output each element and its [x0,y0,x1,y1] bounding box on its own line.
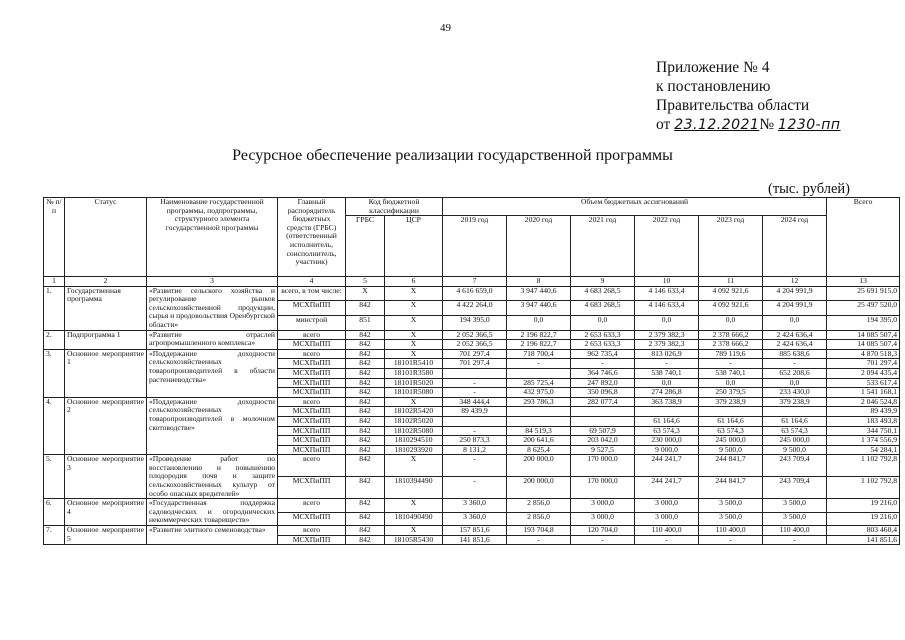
column-number: 8 [507,277,571,287]
row-total: 533 617,4 [827,378,900,388]
resources-table [43,197,900,545]
row-value-2020: 285 725,4 [507,378,571,388]
column-number: 10 [635,277,699,287]
row-value-2024: 652 208,6 [763,368,827,378]
row-value-2019: 348 444,4 [443,397,507,407]
row-grbs-code: 842 [346,455,385,477]
row-executor: МСХПиПП [278,445,346,455]
row-value-2019: 3 360,0 [443,512,507,525]
row-value-2024: 63 574,3 [763,426,827,436]
row-total: 1 374 556,9 [827,436,900,446]
row-value-2024: 2 424 636,4 [763,340,827,350]
row-csr-code: X [385,340,443,350]
row-value-2022: - [635,359,699,369]
row-value-2023: 789 119,6 [699,349,763,359]
row-value-2024: 3 500,0 [763,499,827,512]
row-csr-code: X [385,526,443,536]
row-total: 1 102 792,8 [827,455,900,477]
row-total: 1 102 792,8 [827,477,900,499]
table-row [44,499,900,512]
header-year-2021: 2021 год [571,216,635,277]
row-value-2021: 9 527,5 [571,445,635,455]
table-row [44,397,900,407]
row-executor: всего [278,397,346,407]
row-name: «Проведение работ по восстановлению и повышению плодородия почв и защите сельскохозяйственных культур от особо опасных вредителей» [147,455,278,499]
row-value-2023: 2 378 666,2 [699,340,763,350]
column-number: 6 [385,277,443,287]
annex-from-label: от [656,116,671,133]
row-value-2019: 4 422 264,0 [443,301,507,316]
row-value-2021: - [571,359,635,369]
row-value-2023: - [699,359,763,369]
row-value-2021 [571,407,635,417]
row-value-2021: 350 096,8 [571,388,635,398]
row-executor: всего [278,349,346,359]
row-value-2020: 0,0 [507,315,571,330]
row-csr-code: 18101R3580 [385,368,443,378]
row-grbs-code: 842 [346,436,385,446]
row-value-2020: 718 700,4 [507,349,571,359]
row-value-2024: 2 424 636,4 [763,330,827,340]
row-number: 7. [44,526,65,545]
row-value-2024: - [763,359,827,369]
row-value-2022: 4 146 633,4 [635,301,699,316]
row-value-2019 [443,416,507,426]
header-year-2019: 2019 год [443,216,507,277]
row-grbs-code: 842 [346,407,385,417]
row-executor: МСХПиПП [278,359,346,369]
row-total: 14 085 507,4 [827,330,900,340]
annex-date: 23.12.2021 [674,117,760,133]
row-status: Основное мероприятие 2 [65,397,147,455]
row-total: 54 284,1 [827,445,900,455]
row-value-2019: - [443,388,507,398]
row-total: 25 497 520,0 [827,301,900,316]
row-grbs-code: 842 [346,445,385,455]
row-total: 14 085 507,4 [827,340,900,350]
row-csr-code: 18105R5430 [385,535,443,545]
row-grbs-code: 842 [346,397,385,407]
row-csr-code: X [385,397,443,407]
row-name: «Развитие отраслей агропромышленного комплекса» [147,330,278,349]
row-value-2021: 2 653 633,3 [571,330,635,340]
row-number: 6. [44,499,65,526]
row-value-2024: 243 709,4 [763,455,827,477]
table-body [44,286,900,545]
row-total: 344 750,1 [827,426,900,436]
column-number-row [44,277,900,287]
row-executor: всего, в том числе: [278,286,346,301]
row-value-2021: 3 000,0 [571,512,635,525]
row-csr-code: X [385,330,443,340]
row-value-2024: 9 500,0 [763,445,827,455]
row-executor: всего [278,526,346,536]
annex-line-2: к постановлению [656,78,771,95]
row-value-2019: - [443,378,507,388]
row-value-2023: 245 000,0 [699,436,763,446]
row-total: 1 541 168,1 [827,388,900,398]
row-value-2023: 4 092 921,6 [699,286,763,301]
row-total: 194 395,0 [827,315,900,330]
row-value-2024 [763,407,827,417]
row-value-2024: 0,0 [763,315,827,330]
column-number: 13 [827,277,900,287]
row-total: 19 216,0 [827,499,900,512]
row-value-2020: 2 856,0 [507,499,571,512]
header-year-2024: 2024 год [763,216,827,277]
row-value-2024: - [763,535,827,545]
annex-number: 1230-пп [778,117,841,133]
header-num: № п/п [44,198,65,277]
row-value-2020: 293 786,3 [507,397,571,407]
row-value-2019: - [443,426,507,436]
row-csr-code: X [385,499,443,512]
row-value-2022: 244 241,7 [635,455,699,477]
row-value-2020: 3 947 440,6 [507,286,571,301]
row-value-2022: - [635,535,699,545]
row-value-2023: 250 379,5 [699,388,763,398]
row-value-2021: 170 000,0 [571,477,635,499]
row-value-2024: 4 204 991,9 [763,286,827,301]
column-number: 4 [278,277,346,287]
row-grbs-code: 842 [346,477,385,499]
row-value-2021: 364 746,6 [571,368,635,378]
row-value-2019: 141 851,6 [443,535,507,545]
row-value-2019: 157 851,6 [443,526,507,536]
column-number: 2 [65,277,147,287]
row-csr-code: 18101R5410 [385,359,443,369]
row-value-2020: 200 000,0 [507,477,571,499]
row-value-2022: 110 400,0 [635,526,699,536]
row-value-2021: 247 892,0 [571,378,635,388]
header-year-2020: 2020 год [507,216,571,277]
row-value-2022: 363 738,9 [635,397,699,407]
column-number: 1 [44,277,65,287]
annex-num-sign: № [759,116,775,133]
row-value-2019: 8 131,2 [443,445,507,455]
row-total: 4 870 518,3 [827,349,900,359]
row-value-2023: 0,0 [699,315,763,330]
row-value-2022: 61 164,6 [635,416,699,426]
row-value-2023: 63 574,3 [699,426,763,436]
header-year-2023: 2023 год [699,216,763,277]
table-row [44,349,900,359]
row-value-2020: - [507,359,571,369]
row-value-2023: 244 841,7 [699,477,763,499]
row-grbs-code: 842 [346,301,385,316]
row-executor: всего [278,455,346,477]
row-executor: МСХПиПП [278,477,346,499]
row-grbs-code: 842 [346,416,385,426]
row-value-2023: 379 238,9 [699,397,763,407]
row-value-2019: 250 873,3 [443,436,507,446]
row-value-2019: 3 360,0 [443,499,507,512]
row-value-2022: 230 000,0 [635,436,699,446]
row-value-2020: 8 625,4 [507,445,571,455]
annex-line-1: Приложение № 4 [656,59,770,76]
row-grbs-code: 842 [346,359,385,369]
row-grbs-code: 842 [346,526,385,536]
row-value-2020: 84 519,3 [507,426,571,436]
row-value-2021: 282 077,4 [571,397,635,407]
row-value-2022: 2 379 382,3 [635,340,699,350]
row-csr-code: X [385,301,443,316]
row-csr-code: X [385,455,443,477]
header-grbs-main: Главный распорядитель бюджетных средств (ГРБС) (ответственный исполнитель, соисполнитель, участник) [278,198,346,277]
row-value-2020 [507,368,571,378]
row-status: Основное мероприятие 1 [65,349,147,397]
row-value-2020 [507,416,571,426]
row-grbs-code: 851 [346,315,385,330]
row-csr-code: 1810293920 [385,445,443,455]
column-number: 5 [346,277,385,287]
row-status: Основное мероприятие 3 [65,455,147,499]
document-title: Ресурсное обеспечение реализации государственной программы [232,147,673,164]
page-number: 49 [440,22,451,34]
row-value-2019: 701 297,4 [443,359,507,369]
row-value-2021: 4 683 268,5 [571,286,635,301]
column-number: 9 [571,277,635,287]
unit-label: (тыс. рублей) [768,181,850,197]
header-volume-group: Объем бюджетных ассигнований [443,198,827,216]
annex-block [656,58,841,135]
table-row [44,455,900,477]
row-executor: всего [278,499,346,512]
row-value-2022: 244 241,7 [635,477,699,499]
row-value-2024: 4 204 991,9 [763,301,827,316]
annex-line-4 [656,115,841,135]
row-value-2022: 2 379 382,3 [635,330,699,340]
row-value-2023: 0,0 [699,378,763,388]
row-value-2020: 200 641,6 [507,436,571,446]
row-value-2020: 200 000,0 [507,455,571,477]
row-status: Основное мероприятие 4 [65,499,147,526]
row-value-2022: 0,0 [635,315,699,330]
row-value-2023: 4 092 921,6 [699,301,763,316]
row-total: 19 216,0 [827,512,900,525]
row-value-2020: 432 975,0 [507,388,571,398]
row-total: 25 691 915,0 [827,286,900,301]
header-code-group: Код бюджетной классификации [346,198,443,216]
row-value-2019: 4 616 659,0 [443,286,507,301]
row-grbs-code: 842 [346,499,385,512]
row-value-2021 [571,416,635,426]
row-total: 89 439,9 [827,407,900,417]
row-value-2024: 243 709,4 [763,477,827,499]
row-value-2020: 2 856,0 [507,512,571,525]
row-value-2023 [699,407,763,417]
row-status: Основное мероприятие 5 [65,526,147,545]
header-year-2022: 2022 год [635,216,699,277]
row-executor: МСХПиПП [278,368,346,378]
row-grbs-code: 842 [346,535,385,545]
row-total: 803 460,4 [827,526,900,536]
row-value-2021: 120 704,0 [571,526,635,536]
row-status: Подпрограмма 1 [65,330,147,349]
row-csr-code: 1810490490 [385,512,443,525]
row-value-2024: 3 500,0 [763,512,827,525]
row-value-2024: 61 164,6 [763,416,827,426]
row-value-2024: 245 000,0 [763,436,827,446]
annex-line-3: Правительства области [656,97,810,114]
row-value-2021: 69 507,9 [571,426,635,436]
row-name: «Поддержание доходности сельскохозяйственных товаропроизводителей в молочном скотоводстве» [147,397,278,455]
row-value-2021: 4 683 268,5 [571,301,635,316]
row-value-2022: 538 740,1 [635,368,699,378]
row-executor: МСХПиПП [278,426,346,436]
row-executor: МСХПиПП [278,535,346,545]
row-grbs-code: 842 [346,378,385,388]
row-number: 1. [44,286,65,330]
row-total: 141 851,6 [827,535,900,545]
row-value-2019: - [443,477,507,499]
row-csr-code: X [385,286,443,301]
row-value-2021: 962 735,4 [571,349,635,359]
row-value-2024: 885 638,6 [763,349,827,359]
row-value-2019: 701 297,4 [443,349,507,359]
row-value-2024: 0,0 [763,378,827,388]
row-value-2023: 110 400,0 [699,526,763,536]
row-executor: МСХПиПП [278,512,346,525]
row-number: 3. [44,349,65,397]
row-value-2023: - [699,535,763,545]
row-grbs-code: 842 [346,512,385,525]
row-executor: МСХПиПП [278,378,346,388]
row-value-2022: 274 286,8 [635,388,699,398]
row-value-2021: 3 000,0 [571,499,635,512]
row-grbs-code: X [346,286,385,301]
table-row [44,330,900,340]
row-value-2020 [507,407,571,417]
row-value-2020: - [507,535,571,545]
row-value-2019 [443,368,507,378]
table-row [44,286,900,301]
row-value-2022 [635,407,699,417]
row-csr-code: 18102R5080 [385,426,443,436]
row-value-2019: 194 395,0 [443,315,507,330]
row-value-2021: 2 653 633,3 [571,340,635,350]
row-name: «Развитие элитного семеноводства» [147,526,278,545]
row-value-2022: 9 000,0 [635,445,699,455]
row-value-2021: 203 042,0 [571,436,635,446]
row-value-2021: 0,0 [571,315,635,330]
row-value-2022: 63 574,3 [635,426,699,436]
row-total: 183 493,8 [827,416,900,426]
row-value-2019: - [443,455,507,477]
row-executor: МСХПиПП [278,407,346,417]
row-value-2024: 233 430,0 [763,388,827,398]
column-number: 12 [763,277,827,287]
row-value-2021: 170 000,0 [571,455,635,477]
row-total: 701 297,4 [827,359,900,369]
row-value-2023: 3 500,0 [699,499,763,512]
row-value-2020: 2 196 822,7 [507,330,571,340]
row-value-2023: 9 500,0 [699,445,763,455]
row-number: 5. [44,455,65,499]
row-value-2022: 813 026,9 [635,349,699,359]
row-value-2020: 3 947 440,6 [507,301,571,316]
row-value-2020: 193 704,8 [507,526,571,536]
row-value-2024: 379 238,9 [763,397,827,407]
row-grbs-code: 842 [346,388,385,398]
row-name: «Поддержание доходности сельскохозяйственных товаропроизводителей в области растениеводства» [147,349,278,397]
header-grbs: ГРБС [346,216,385,277]
row-executor: МСХПиПП [278,436,346,446]
row-value-2021: - [571,535,635,545]
row-value-2022: 4 146 633,4 [635,286,699,301]
row-total: 2 094 435,4 [827,368,900,378]
row-csr-code: 18102R5020 [385,416,443,426]
row-status: Государственная программа [65,286,147,330]
row-grbs-code: 842 [346,340,385,350]
row-csr-code: X [385,315,443,330]
row-number: 4. [44,397,65,455]
row-value-2023: 244 841,7 [699,455,763,477]
row-value-2019: 89 439,9 [443,407,507,417]
header-csr: ЦСР [385,216,443,277]
row-csr-code: 1810294510 [385,436,443,446]
row-value-2023: 2 378 666,2 [699,330,763,340]
row-executor: всего [278,330,346,340]
row-executor: МСХПиПП [278,416,346,426]
row-total: 2 046 524,8 [827,397,900,407]
table-row [44,526,900,536]
row-number: 2. [44,330,65,349]
row-csr-code: 18101R5020 [385,378,443,388]
header-status: Статус [65,198,147,277]
row-executor: МСХПиПП [278,301,346,316]
row-value-2023: 3 500,0 [699,512,763,525]
row-grbs-code: 842 [346,368,385,378]
row-grbs-code: 842 [346,426,385,436]
row-name: «Государственная поддержка садоводческих и огороднических некоммерческих товариществ» [147,499,278,526]
column-number: 3 [147,277,278,287]
row-csr-code: 1810394490 [385,477,443,499]
row-csr-code: 18101R5080 [385,388,443,398]
row-grbs-code: 842 [346,349,385,359]
row-value-2022: 3 000,0 [635,499,699,512]
row-value-2023: 61 164,6 [699,416,763,426]
row-grbs-code: 842 [346,330,385,340]
row-value-2024: 110 400,0 [763,526,827,536]
row-value-2023: 538 740,1 [699,368,763,378]
column-number: 7 [443,277,507,287]
row-executor: МСХПиПП [278,388,346,398]
header-name: Наименование государственной программы, подпрограммы, структурного элемента государственной программы [147,198,278,277]
row-csr-code: X [385,349,443,359]
row-executor: МСХПиПП [278,340,346,350]
column-number: 11 [699,277,763,287]
row-value-2022: 3 000,0 [635,512,699,525]
row-name: «Развитие сельского хозяйства и регулирование рынков сельскохозяйственной продукции, сырья и продовольствия Оренбургской области» [147,286,278,330]
row-csr-code: 18102R5420 [385,407,443,417]
row-value-2022: 0,0 [635,378,699,388]
row-executor: минстрой [278,315,346,330]
row-value-2019: 2 052 366,5 [443,340,507,350]
row-value-2020: 2 196 822,7 [507,340,571,350]
header-total: Всего [827,198,900,277]
row-value-2019: 2 052 366,5 [443,330,507,340]
